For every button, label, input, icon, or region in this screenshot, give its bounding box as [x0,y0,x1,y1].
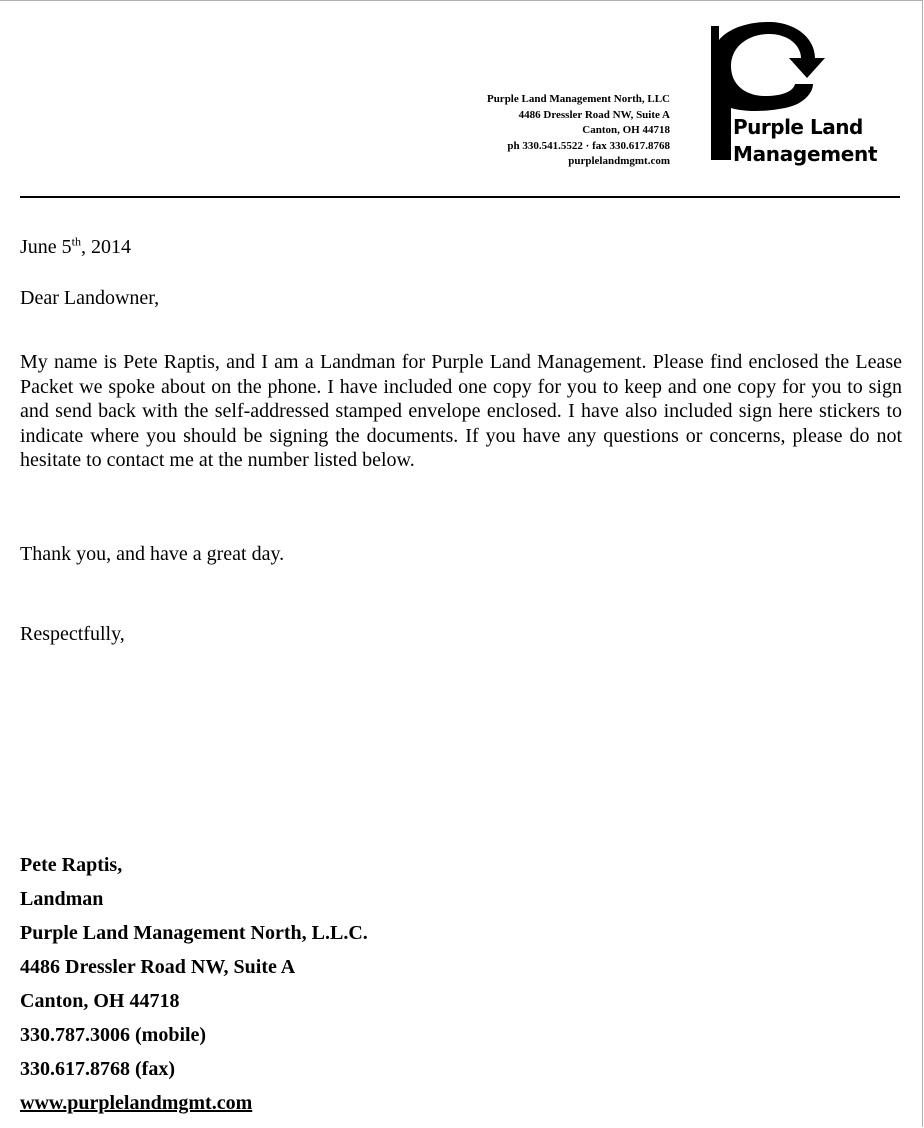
letter-date [20,235,902,260]
letterhead-website: purplelandmgmt.com [568,155,670,167]
letterhead-company: Purple Land Management North, LLC [486,93,670,105]
signature-city: Canton, OH 44718 [20,990,180,1012]
date-text: June 5 [20,236,72,258]
date-ordinal: th [71,234,82,249]
letter-closing: Respectfully, [20,623,125,645]
letterhead-street: 4486 Dressler Road NW, Suite A [518,108,670,121]
signature-mobile: 330.787.3006 (mobile) [20,1024,207,1046]
signature-company: Purple Land Management North, L.L.C. [20,922,368,944]
signature-title: Landman [20,888,104,910]
signature-street: 4486 Dressler Road NW, Suite A [20,956,296,978]
letterhead-address [487,92,670,170]
logo-text-line2: Management [733,142,878,166]
logo-text-line1: Purple Land [733,115,863,139]
signature-name: Pete Raptis, [20,854,123,876]
signature-website-link[interactable]: www.purplelandmgmt.com [20,1092,253,1114]
date-year: , 2014 [81,236,132,258]
signature-block [20,848,368,1120]
letterhead-divider [20,196,900,198]
letterhead-phone-fax: ph 330.541.5522 · fax 330.617.8768 [507,139,670,152]
letter-thanks: Thank you, and have a great day. [20,543,285,565]
letter-body: My name is Pete Raptis, and I am a Landman for Purple Land Management. Please find enclosed the Lease Packet we spoke about on the phone. I have included one copy for you to keep and one copy for you to sign and send back with the self-addressed stamped envelope enclosed. I have also included sign here stickers to indicate where you should be signing the documents. If you have any questions or concerns, please do not hesitate to contact me at the number listed below. [20,351,902,471]
letter-greeting: Dear Landowner, [20,287,160,309]
signature-fax: 330.617.8768 (fax) [20,1058,175,1080]
letterhead-city: Canton, OH 44718 [582,124,670,136]
